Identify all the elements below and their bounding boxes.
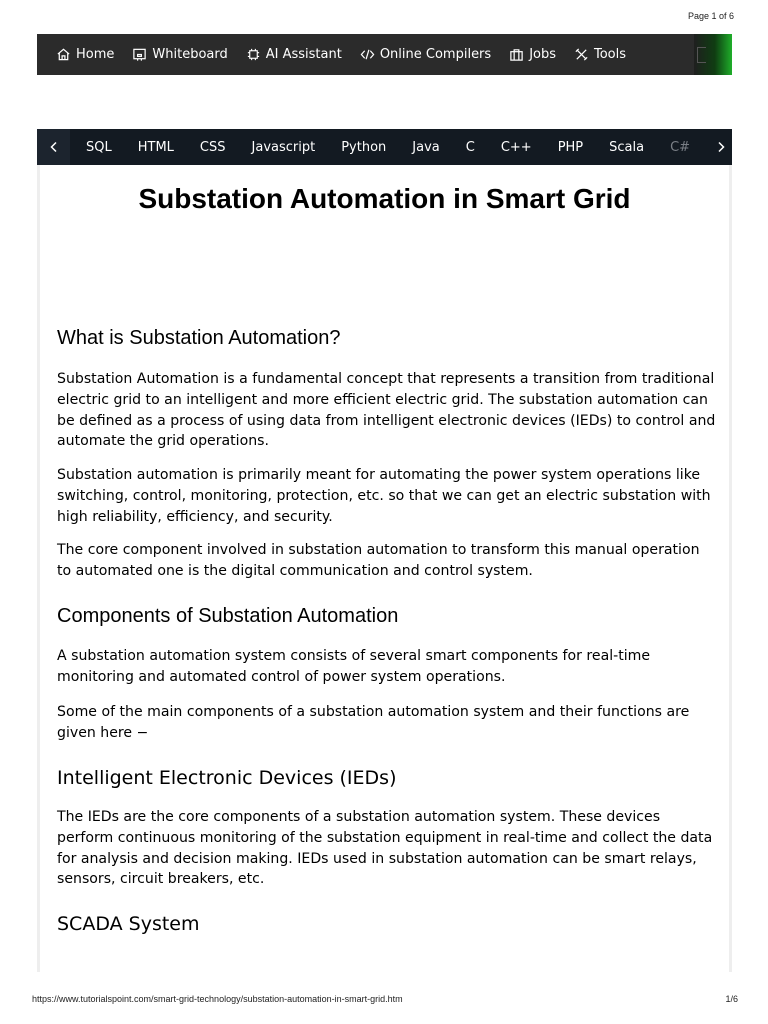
ai-chip-icon xyxy=(246,47,261,62)
paragraph-ieds: The IEDs are the core components of a substation automation system. These devices perform continuous monitoring of the substation equipment in real-time and collect the data for analysis and decision making. IEDs used in substation automation can be smart relays, sensors, circuit breakers, etc. xyxy=(57,809,713,888)
heading-components: Components of Substation Automation xyxy=(57,605,399,627)
lang-link-c[interactable]: C xyxy=(465,139,475,155)
nav-home-label: Home xyxy=(76,47,115,62)
paragraph-purpose: Substation automation is primarily meant for automating the power system operations like switching, control, monitoring, protection, etc. so that we can get an electric substation with high reliability, efficiency, and security. xyxy=(57,467,711,525)
chevron-left-icon xyxy=(49,141,59,153)
nav-online-compilers[interactable] xyxy=(360,47,491,62)
paragraph-components-intro: A substation automation system consists of several smart components for real-time monitoring and automated control of power system operations. xyxy=(57,648,651,685)
nav-jobs-label: Jobs xyxy=(529,47,556,62)
lang-link-php[interactable]: PHP xyxy=(557,139,584,155)
lang-link-csharp[interactable]: C# xyxy=(670,139,691,155)
chevron-right-icon xyxy=(716,141,726,153)
footer-url: https://www.tutorialspoint.com/smart-grid-technology/substation-automation-in-smart-grid.htm xyxy=(32,994,403,1004)
language-navigation-bar xyxy=(37,129,732,165)
nav-whiteboard-label: Whiteboard xyxy=(152,47,228,62)
lang-link-html[interactable]: HTML xyxy=(137,139,174,155)
paragraph-definition: Substation Automation is a fundamental concept that represents a transition from traditional electric grid to an intelligent and more efficient electric grid. The substation automation can be defined as a process of using data from intelligent electronic devices (IEDs) to control and automate the grid operations. xyxy=(57,371,716,450)
article-content xyxy=(37,165,732,972)
heading-scada-system: SCADA System xyxy=(57,913,200,935)
nav-overflow-fade[interactable] xyxy=(694,34,732,75)
scroll-left-button[interactable] xyxy=(37,129,70,165)
lang-link-python[interactable]: Python xyxy=(341,139,387,155)
nav-home[interactable] xyxy=(56,47,114,62)
lang-link-cpp[interactable]: C++ xyxy=(500,139,532,155)
briefcase-icon xyxy=(509,47,524,62)
nav-tools[interactable] xyxy=(574,47,626,62)
nav-online-compilers-label: Online Compilers xyxy=(379,47,492,62)
lang-link-java[interactable]: Java xyxy=(412,139,440,155)
scroll-right-button[interactable] xyxy=(706,129,732,165)
heading-what-is-substation-automation: What is Substation Automation? xyxy=(57,327,341,349)
page-title: Substation Automation in Smart Grid xyxy=(138,183,631,214)
lang-link-css[interactable]: CSS xyxy=(199,139,226,155)
code-icon xyxy=(360,47,375,62)
heading-ieds: Intelligent Electronic Devices (IEDs) xyxy=(57,767,397,789)
nav-ai-assistant[interactable] xyxy=(246,47,342,62)
whiteboard-icon xyxy=(132,47,147,62)
lang-link-javascript[interactable]: Javascript xyxy=(251,139,316,155)
tools-icon xyxy=(574,47,589,62)
paragraph-components-list-intro: Some of the main components of a substation automation system and their functions are given here − xyxy=(57,704,690,741)
lang-link-scala[interactable]: Scala xyxy=(609,139,645,155)
nav-whiteboard[interactable] xyxy=(132,47,227,62)
top-navigation-bar xyxy=(37,34,732,75)
lang-link-sql[interactable]: SQL xyxy=(86,139,112,155)
footer-page-number: 1/6 xyxy=(725,994,738,1004)
home-icon xyxy=(56,47,71,62)
nav-ai-assistant-label: AI Assistant xyxy=(265,47,342,62)
nav-tools-label: Tools xyxy=(594,47,627,62)
page-indicator: Page 1 of 6 xyxy=(687,11,734,21)
nav-jobs[interactable] xyxy=(509,47,556,62)
paragraph-core-component: The core component involved in substation automation to transform this manual operation to automated one is the digital communication and control system. xyxy=(57,542,700,579)
